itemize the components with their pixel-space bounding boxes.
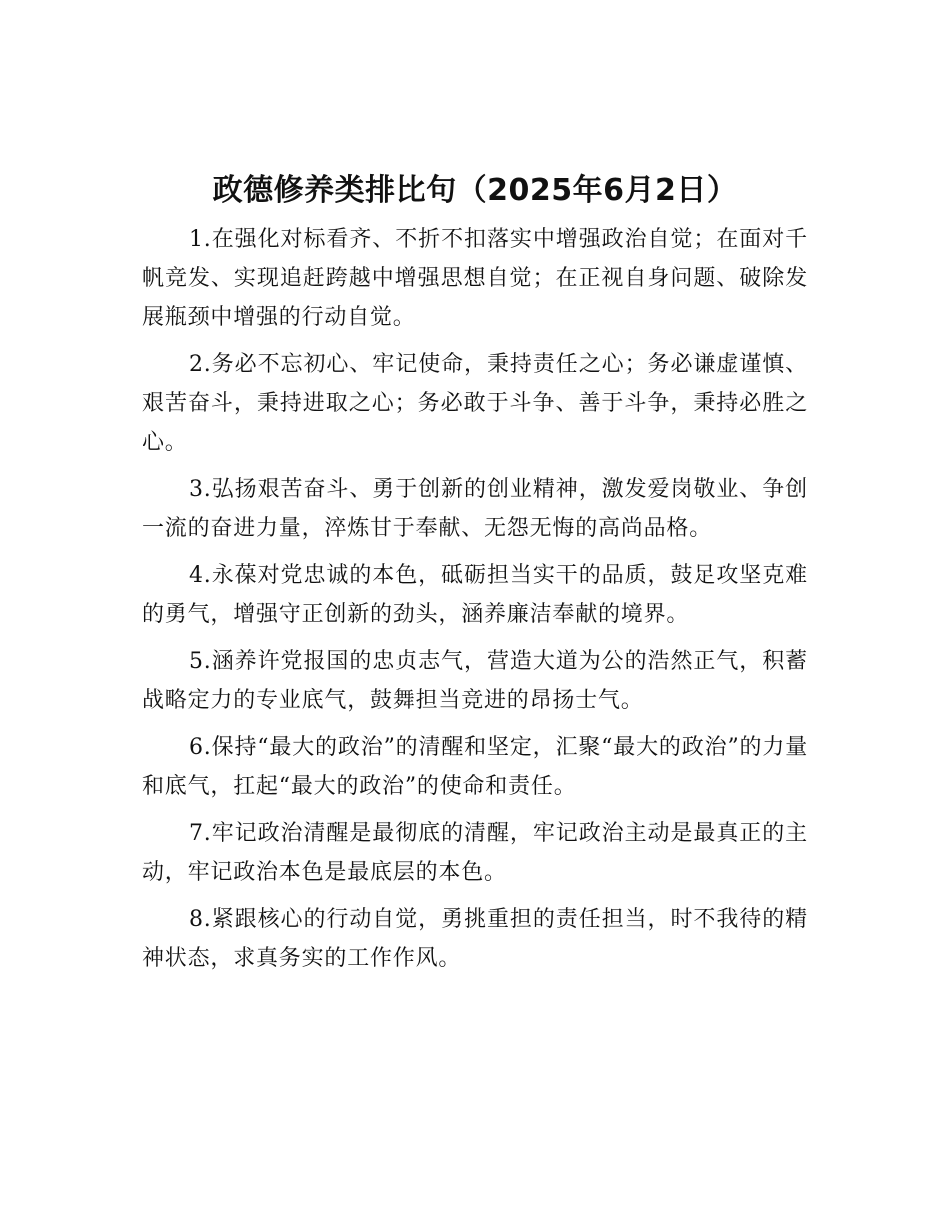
paragraph-2: 2.务必不忘初心、牢记使命，秉持责任之心；务必谦虚谨慎、艰苦奋斗，秉持进取之心；务必敢于斗争、善于斗争，秉持必胜之心。: [142, 352, 808, 455]
paragraph-6: 6.保持“最大的政治”的清醒和坚定，汇聚“最大的政治”的力量和底气，扛起“最大的政治”的使命和责任。: [142, 735, 808, 799]
paragraph-3: 3.弘扬艰苦奋斗、勇于创新的创业精神，激发爱岗敬业、争创一流的奋进力量，淬炼甘于奉献、无怨无悔的高尚品格。: [142, 477, 808, 541]
paragraph-4: 4.永葆对党忠诚的本色，砥砺担当实干的品质，鼓足攻坚克难的勇气，增强守正创新的劲头，涵养廉洁奉献的境界。: [142, 563, 808, 627]
paragraph-1: 1.在强化对标看齐、不折不扣落实中增强政治自觉；在面对千帆竞发、实现追赶跨越中增强思想自觉；在正视自身问题、破除发展瓶颈中增强的行动自觉。: [142, 227, 808, 330]
paragraph-5: 5.涵养许党报国的忠贞志气，营造大道为公的浩然正气，积蓄战略定力的专业底气，鼓舞担当竞进的昂扬士气。: [142, 649, 808, 713]
document-title: 政德修养类排比句（2025年6月2日）: [212, 173, 738, 208]
paragraph-7: 7.牢记政治清醒是最彻底的清醒，牢记政治主动是最真正的主动，牢记政治本色是最底层的本色。: [142, 821, 808, 885]
paragraph-8: 8.紧跟核心的行动自觉，勇挑重担的责任担当，时不我待的精神状态，求真务实的工作作风。: [142, 907, 808, 971]
